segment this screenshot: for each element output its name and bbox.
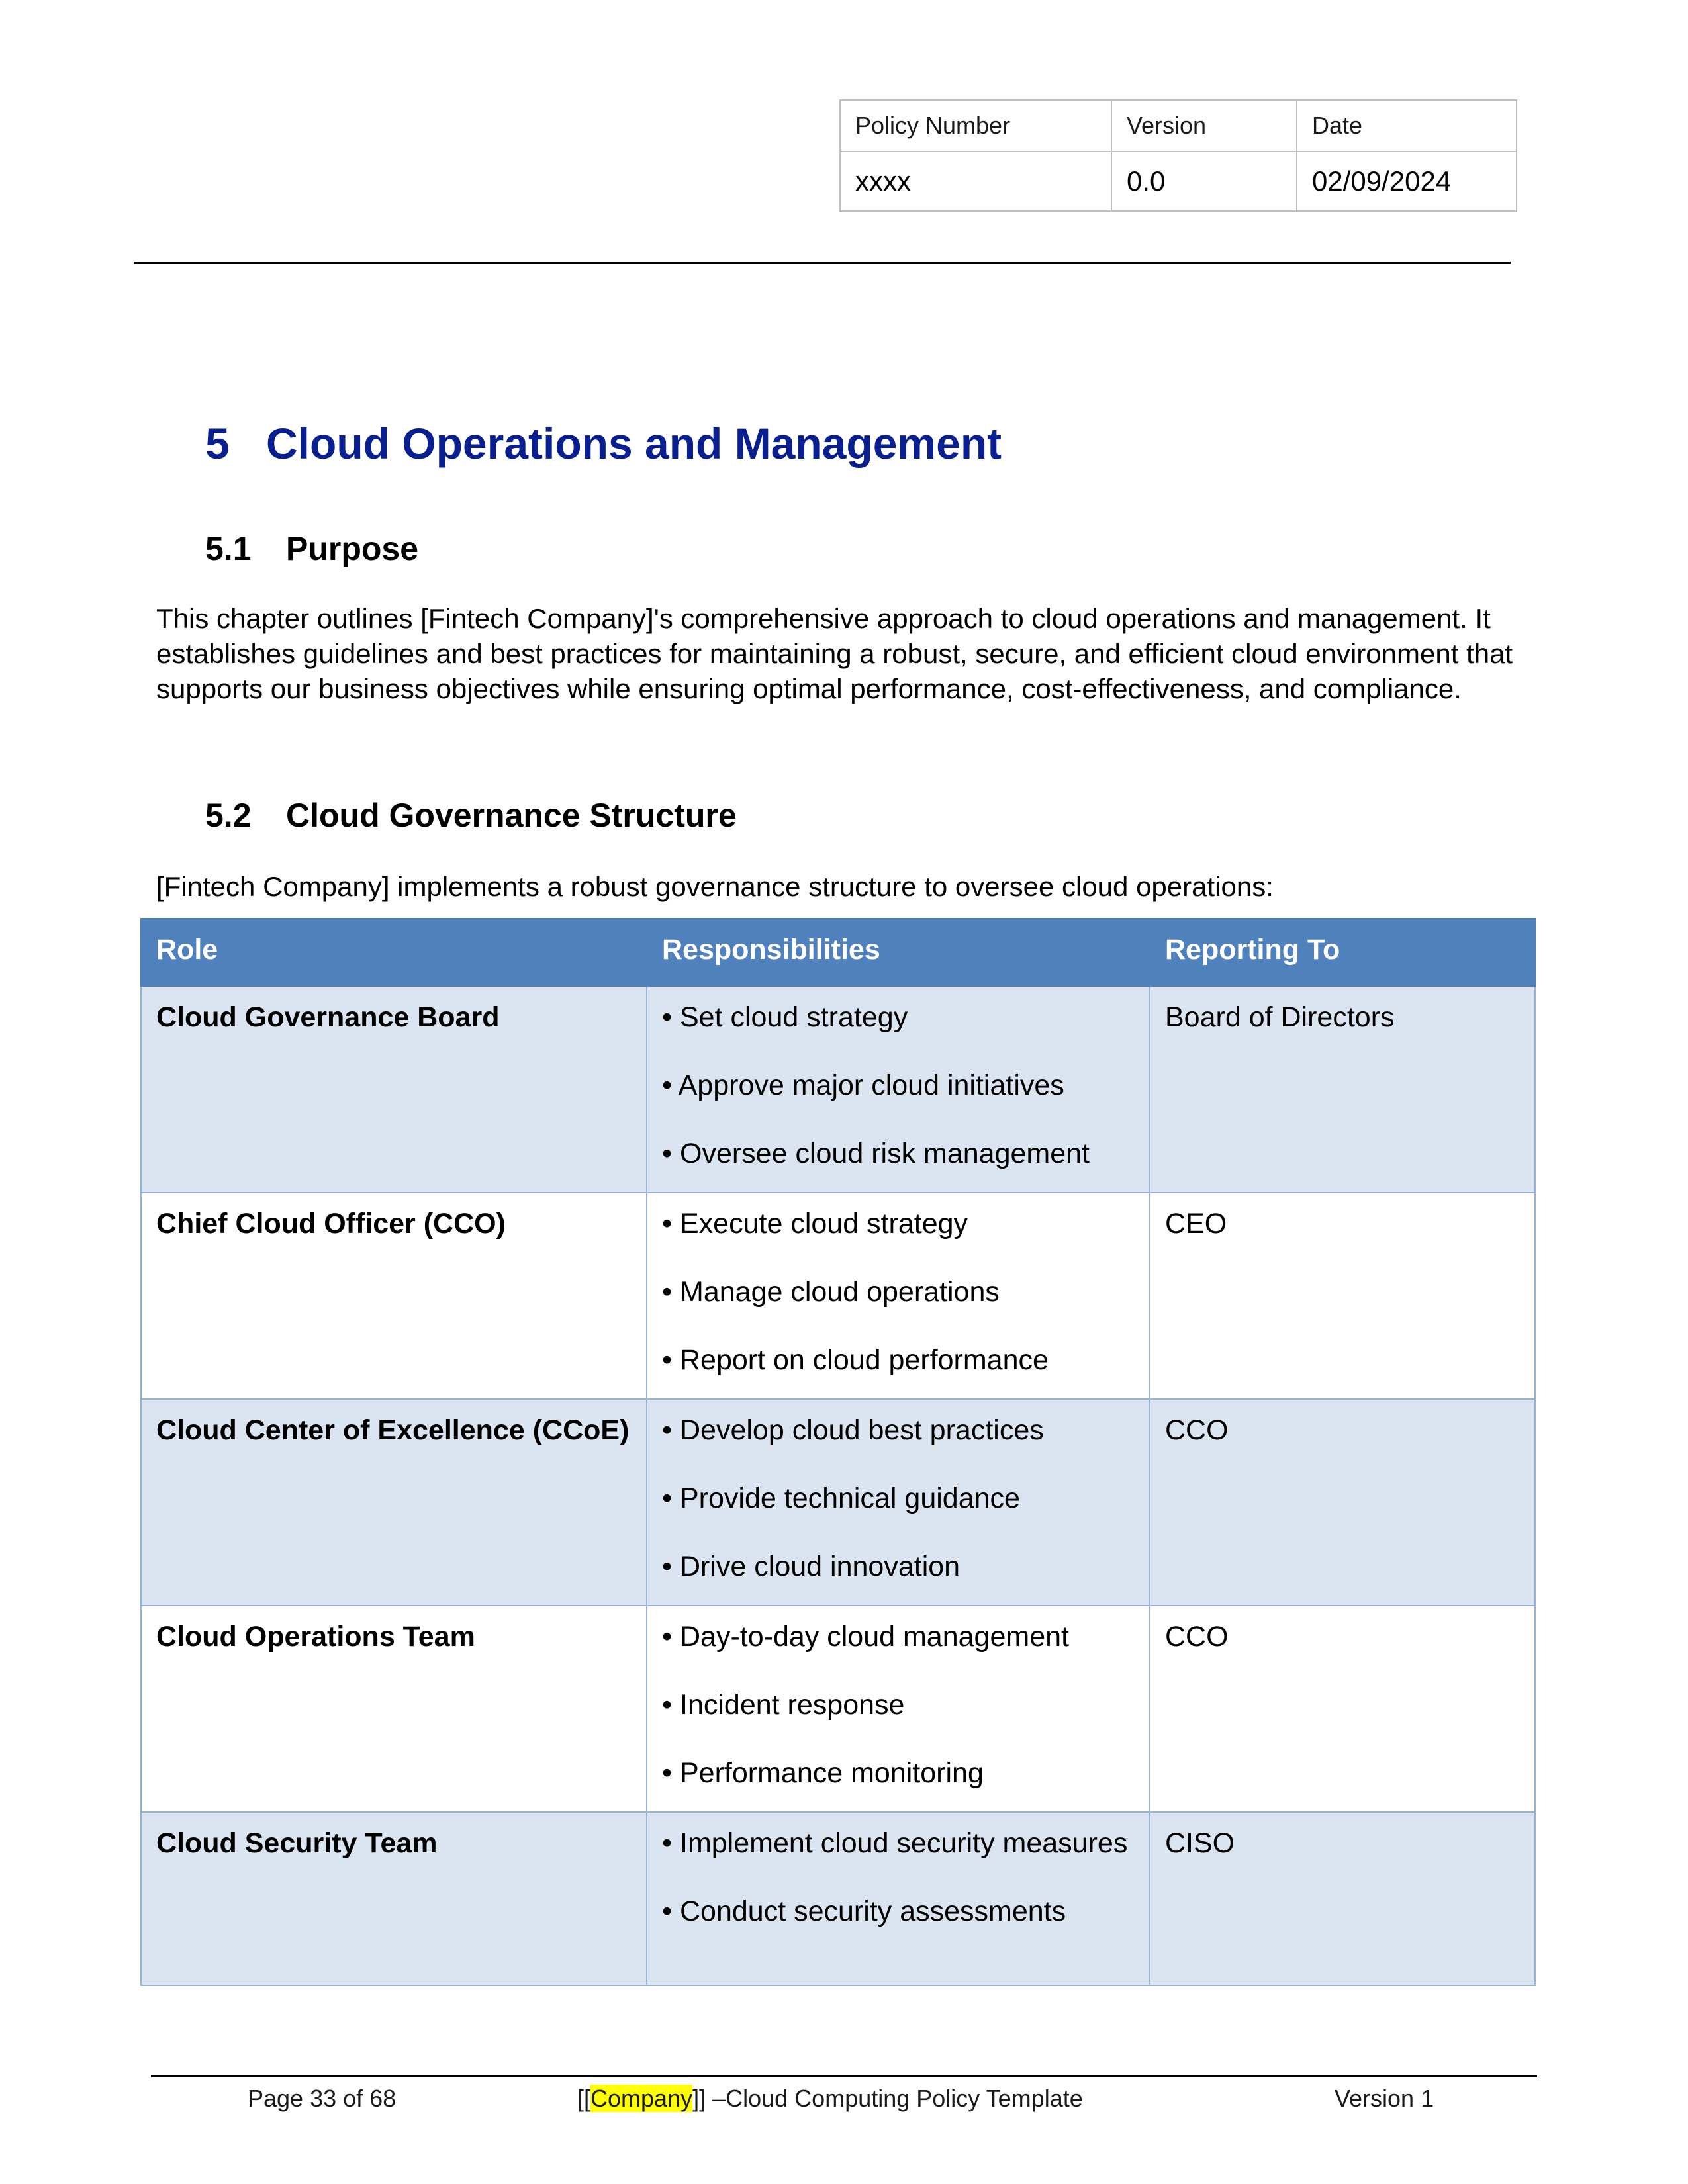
section-number: 5.1 [205,530,252,567]
section-title: Cloud Governance Structure [286,797,737,834]
section-number: 5.2 [205,797,252,834]
footer-title-prefix: [[ [577,2085,591,2112]
responsibility-item: • Approve major cloud initiatives [662,1069,1064,1101]
responsibility-item: • Day-to-day cloud management [662,1621,1069,1653]
footer-version: Version 1 [1335,2085,1434,2112]
meta-value-date: 02/09/2024 [1297,152,1517,211]
chapter-title: Cloud Operations and Management [266,419,1002,468]
table-row [141,986,1535,1193]
meta-header-policy-number: Policy Number [840,100,1111,152]
table-row [141,1193,1535,1399]
footer-title-suffix: ]] –Cloud Computing Policy Template [692,2085,1083,2112]
responsibility-item: • Develop cloud best practices [662,1414,1044,1446]
table-row [141,1606,1535,1812]
purpose-paragraph: This chapter outlines [Fintech Company]'s comprehensive approach to cloud operations and management. It establishes guidelines and best practices for maintaining a robust, secure, and efficient cloud environment that supports our business objectives while ensuring optimal performance, cost-effectiveness, and compliance. [156,603,1513,704]
responsibility-item: • Report on cloud performance [662,1344,1049,1376]
chapter-heading [205,418,1002,469]
responsibilities-cell [647,1812,1150,1985]
governance-intro: [Fintech Company] implements a robust governance structure to oversee cloud operations: [156,871,1274,902]
reporting-to-cell: CCO [1150,1399,1535,1606]
meta-header-version: Version [1111,100,1297,152]
role-cell: Cloud Center of Excellence (CCoE) [141,1399,647,1606]
responsibilities-cell [647,1399,1150,1606]
role-cell: Cloud Operations Team [141,1606,647,1812]
responsibilities-cell [647,1606,1150,1812]
responsibilities-cell [647,1193,1150,1399]
responsibility-item: • Oversee cloud risk management [662,1138,1090,1169]
section-heading-purpose [205,529,418,568]
responsibility-item: • Conduct security assessments [662,1895,1066,1927]
role-cell: Cloud Governance Board [141,986,647,1193]
header-divider [134,262,1511,264]
section-heading-governance [205,796,737,835]
reporting-to-cell: Board of Directors [1150,986,1535,1193]
responsibility-item: • Performance monitoring [662,1757,984,1789]
meta-value-version: 0.0 [1111,152,1297,211]
responsibility-item: • Drive cloud innovation [662,1551,961,1582]
footer-divider [151,2075,1537,2077]
responsibilities-cell [647,986,1150,1193]
responsibility-item: • Incident response [662,1689,905,1721]
table-row [141,1812,1535,1985]
reporting-to-cell: CEO [1150,1193,1535,1399]
responsibility-item: • Set cloud strategy [662,1001,908,1033]
governance-table [140,918,1536,1986]
responsibility-item: • Provide technical guidance [662,1482,1020,1514]
footer-company-placeholder: Company [590,2085,693,2112]
responsibility-item: • Manage cloud operations [662,1276,1000,1308]
footer-document-title [577,2085,1083,2113]
policy-meta-table [839,99,1517,212]
chapter-number: 5 [205,419,230,468]
section-title: Purpose [286,530,419,567]
footer-page-number: Page 33 of 68 [248,2085,397,2112]
reporting-to-cell: CCO [1150,1606,1535,1812]
column-header-responsibilities: Responsibilities [647,919,1150,986]
role-cell: Cloud Security Team [141,1812,647,1985]
meta-value-policy-number: xxxx [840,152,1111,211]
table-row [141,1399,1535,1606]
table-header-row [141,919,1535,986]
role-cell: Chief Cloud Officer (CCO) [141,1193,647,1399]
column-header-role: Role [141,919,647,986]
column-header-reporting-to: Reporting To [1150,919,1535,986]
responsibility-item: • Execute cloud strategy [662,1208,968,1240]
reporting-to-cell: CISO [1150,1812,1535,1985]
responsibility-item: • Implement cloud security measures [662,1827,1128,1859]
meta-header-date: Date [1297,100,1517,152]
